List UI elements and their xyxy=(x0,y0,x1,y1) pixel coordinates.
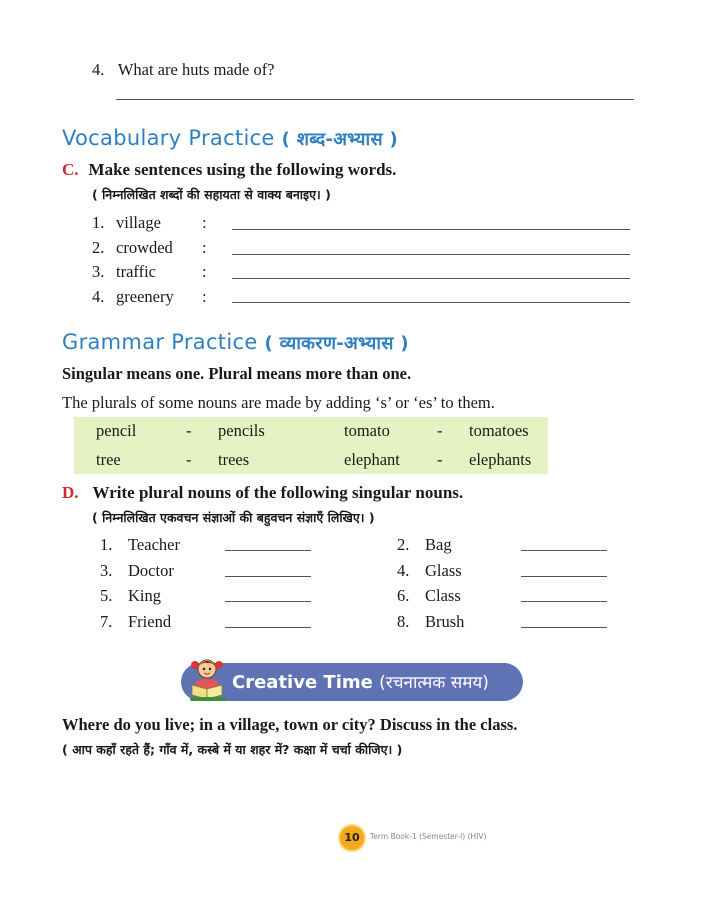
item-word: greenery xyxy=(116,287,174,306)
answer-line[interactable] xyxy=(225,601,311,602)
table-cell: pencils xyxy=(218,421,265,440)
table-cell: - xyxy=(186,450,192,469)
answer-line[interactable] xyxy=(225,550,311,551)
answer-line[interactable] xyxy=(521,550,607,551)
creative-time-label xyxy=(232,670,489,693)
vocab-section-title xyxy=(62,126,398,151)
page-number-badge: 10 xyxy=(340,826,364,850)
vocab-title-en: Vocabulary Practice xyxy=(62,126,275,150)
item-number: 1. xyxy=(100,535,113,554)
item-word: village xyxy=(116,213,161,232)
answer-line[interactable] xyxy=(232,254,630,255)
vocab-item xyxy=(92,287,222,309)
answer-line[interactable] xyxy=(521,601,607,602)
plural-item xyxy=(100,586,161,606)
plural-item xyxy=(100,535,180,555)
table-cell: - xyxy=(437,450,443,469)
plural-item xyxy=(397,586,461,606)
table-cell: trees xyxy=(218,450,250,469)
question-c xyxy=(62,160,396,180)
item-colon: : xyxy=(202,287,207,306)
item-word: Bag xyxy=(425,535,452,554)
item-number: 6. xyxy=(397,586,410,605)
item-number: 5. xyxy=(100,586,113,605)
answer-line[interactable] xyxy=(225,627,311,628)
item-number: 3. xyxy=(92,262,105,281)
plural-item xyxy=(100,561,174,581)
grammar-title-en: Grammar Practice xyxy=(62,330,258,354)
creative-label-hi: (रचनात्मक समय) xyxy=(379,673,489,693)
item-number: 4. xyxy=(92,287,105,306)
answer-line[interactable] xyxy=(232,302,630,303)
girl-reading-icon xyxy=(186,655,232,703)
question-letter: D. xyxy=(62,483,79,502)
creative-label-en: Creative Time xyxy=(232,672,373,693)
item-number: 7. xyxy=(100,612,113,631)
grammar-definition: Singular means one. Plural means more than one. xyxy=(62,364,412,383)
creative-question-hindi: ( आप कहाँ रहते हैं; गाँव में, कस्बे में या शहर में? कक्षा में चर्चा कीजिए। ) xyxy=(62,742,403,757)
question-instruction-hindi: ( निम्नलिखित शब्दों की सहायता से वाक्य बनाइए। ) xyxy=(92,187,331,202)
table-cell: elephants xyxy=(469,450,532,469)
item-number: 2. xyxy=(397,535,410,554)
vocab-item xyxy=(92,238,222,260)
vocab-item xyxy=(92,213,222,235)
item-word: Brush xyxy=(425,612,465,631)
item-number: 1. xyxy=(92,213,105,232)
answer-line[interactable] xyxy=(116,99,634,100)
table-cell: - xyxy=(186,421,192,440)
answer-line[interactable] xyxy=(232,278,630,279)
grammar-title-hi: ( व्याकरण-अभ्यास ) xyxy=(264,333,409,354)
grammar-section-title xyxy=(62,330,409,355)
question-4 xyxy=(92,60,275,80)
question-instruction: Make sentences using the following words. xyxy=(88,160,397,179)
table-cell: tomatoes xyxy=(469,421,529,440)
item-colon: : xyxy=(202,238,207,257)
answer-line[interactable] xyxy=(232,229,630,230)
question-letter: C. xyxy=(62,160,79,179)
plural-item xyxy=(397,535,452,555)
item-word: King xyxy=(128,586,161,605)
item-word: crowded xyxy=(116,238,173,257)
plural-item xyxy=(397,612,464,632)
item-number: 3. xyxy=(100,561,113,580)
footer-book-title: Term Book-1 (Semester-I) (HIV) xyxy=(370,832,487,841)
question-number: 4. xyxy=(92,60,105,79)
vocab-title-hi: ( शब्द-अभ्यास ) xyxy=(281,129,398,150)
item-colon: : xyxy=(202,213,207,232)
answer-line[interactable] xyxy=(521,627,607,628)
answer-line[interactable] xyxy=(521,576,607,577)
question-instruction: Write plural nouns of the following singular nouns. xyxy=(92,483,464,502)
question-text: What are huts made of? xyxy=(117,60,275,79)
grammar-rule: The plurals of some nouns are made by adding ‘s’ or ‘es’ to them. xyxy=(62,393,495,412)
question-instruction-hindi: ( निम्नलिखित एकवचन संज्ञाओं की बहुवचन संज्ञाएँ लिखिए। ) xyxy=(92,510,375,525)
item-word: traffic xyxy=(116,262,157,281)
item-word: Teacher xyxy=(128,535,180,554)
item-colon: : xyxy=(202,262,207,281)
table-cell: elephant xyxy=(344,450,400,469)
table-cell: tomato xyxy=(344,421,390,440)
item-word: Friend xyxy=(128,612,172,631)
item-number: 8. xyxy=(397,612,410,631)
table-cell: - xyxy=(437,421,443,440)
item-word: Doctor xyxy=(128,561,174,580)
item-word: Class xyxy=(425,586,461,605)
table-cell: pencil xyxy=(96,421,137,440)
question-d xyxy=(62,483,463,503)
table-cell: tree xyxy=(96,450,121,469)
plural-item xyxy=(397,561,462,581)
creative-question: Where do you live; in a village, town or city? Discuss in the class. xyxy=(62,715,518,734)
item-word: Glass xyxy=(425,561,462,580)
item-number: 4. xyxy=(397,561,410,580)
plural-item xyxy=(100,612,171,632)
item-number: 2. xyxy=(92,238,105,257)
vocab-item xyxy=(92,262,222,284)
answer-line[interactable] xyxy=(225,576,311,577)
